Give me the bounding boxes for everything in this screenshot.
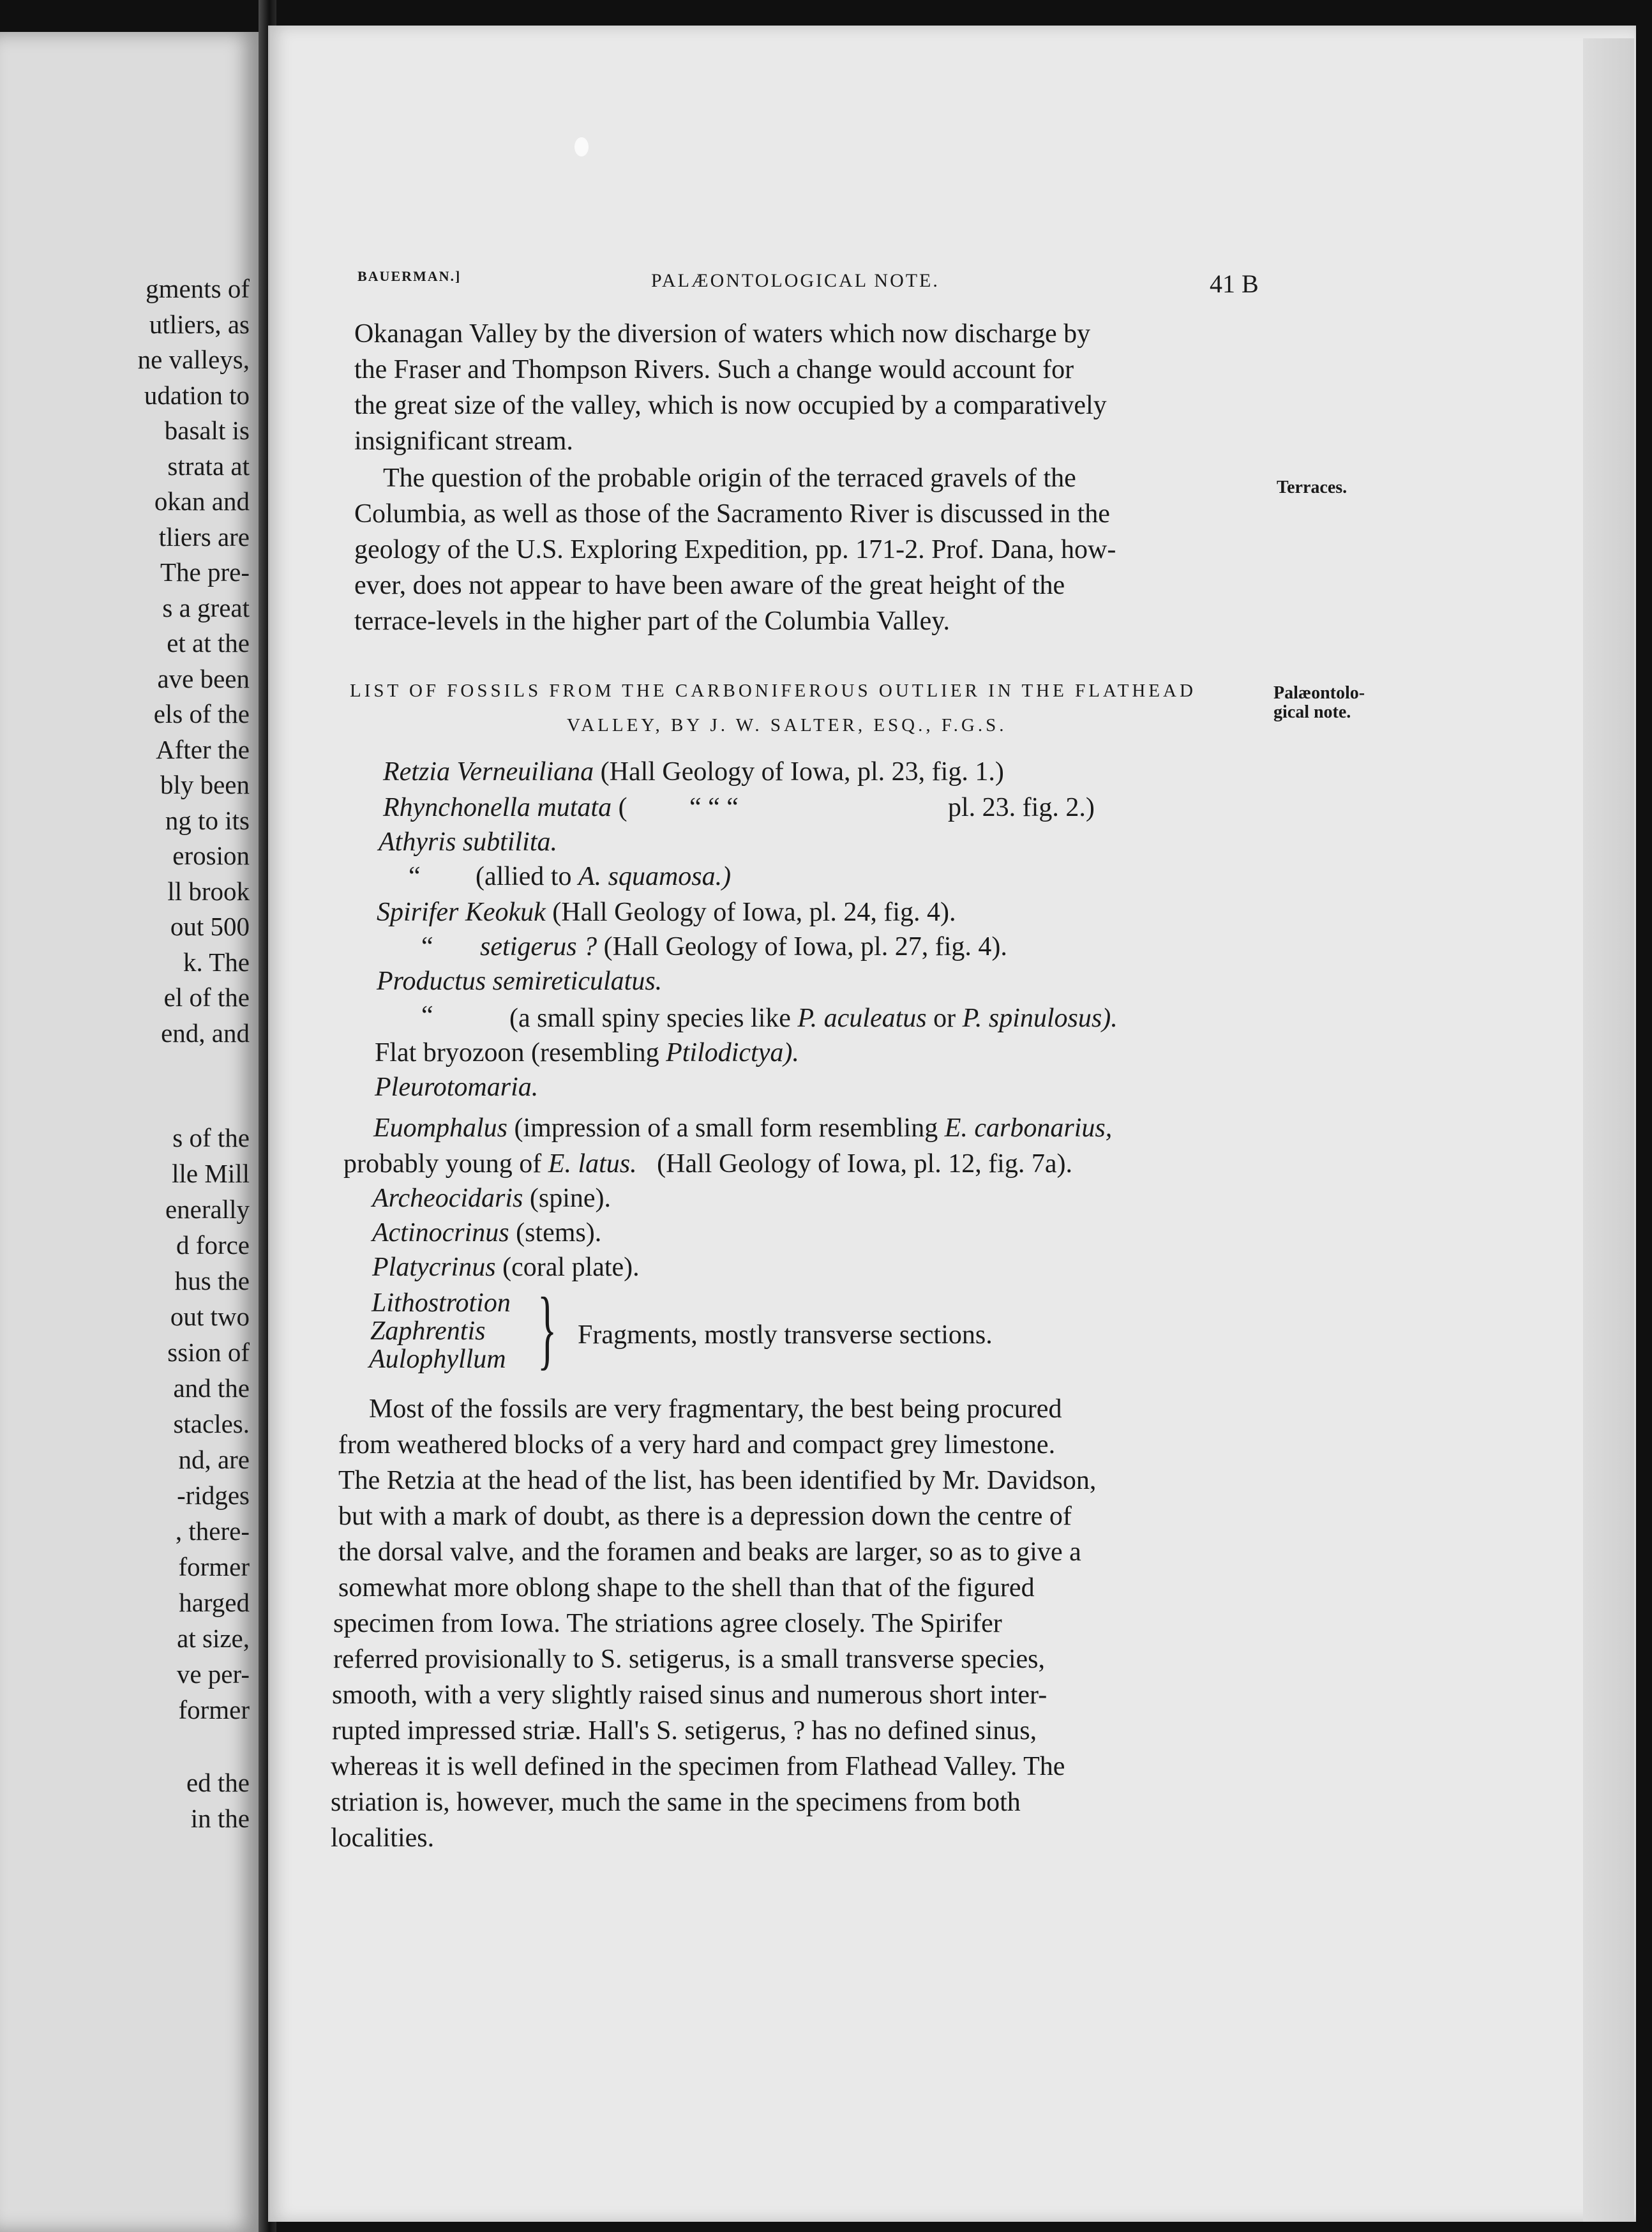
list-item: Platycrinus (coral plate). [372, 1253, 640, 1282]
text-line: The Retzia at the head of the list, has been identified by Mr. Davidson, [338, 1466, 1097, 1495]
left-page-text-line: ve per- [176, 1659, 250, 1689]
left-page-text-line: el of the [163, 983, 250, 1012]
list-item: Euomphalus (impression of a small form resembling E. carbonarius, [373, 1113, 1113, 1143]
left-page-text-line: former [178, 1552, 250, 1581]
left-page-text-line: gments of [146, 274, 250, 303]
left-page-text-line: et at the [167, 628, 250, 658]
left-page-text-line: lle Mill [172, 1159, 250, 1188]
text-line: localities. [331, 1823, 435, 1853]
list-item: (a small spiny species like P. aculeatus or P. spinulosus). [509, 1004, 1118, 1033]
margin-note-palaeontological: gical note. [1273, 702, 1351, 722]
text-line: somewhat more oblong shape to the shell than that of the figured [338, 1573, 1035, 1602]
list-item: Aulophyllum [369, 1345, 506, 1374]
list-heading: LIST OF FOSSILS FROM THE CARBONIFEROUS OUTLIER IN THE FLATHEAD [350, 681, 1196, 701]
text-line: geology of the U.S. Exploring Expedition, pp. 171-2. Prof. Dana, how- [354, 535, 1116, 564]
text-line: whereas it is well defined in the specimen from Flathead Valley. The [331, 1752, 1065, 1781]
text-line: but with a mark of doubt, as there is a depression down the centre of [338, 1502, 1072, 1531]
text-line: referred provisionally to S. setigerus, is a small transverse species, [333, 1645, 1046, 1674]
left-page-text-line: stacles. [173, 1409, 250, 1438]
list-item: Pleurotomaria. [375, 1073, 539, 1102]
list-item: Rhynchonella mutata ( [383, 793, 627, 822]
left-page-text-line: -ridges [177, 1481, 250, 1510]
list-item: Flat bryozoon (resembling Ptilodictya). [375, 1038, 799, 1067]
text-line: insignificant stream. [354, 426, 573, 456]
margin-note-terraces: Terraces. [1277, 478, 1348, 497]
margin-note-palaeontological: Palæontolo- [1273, 683, 1365, 703]
list-item: Productus semireticulatus. [377, 967, 663, 996]
list-item-ref: pl. 23. fig. 2.) [948, 793, 1095, 822]
left-page-text-line: , there- [175, 1516, 250, 1546]
left-page-text-line: enerally [165, 1195, 250, 1224]
left-page-text-line: harged [179, 1588, 250, 1617]
left-page-text-line: ave been [157, 663, 250, 693]
list-item: Athyris subtilita. [379, 827, 558, 857]
list-item: Spirifer Keokuk (Hall Geology of Iowa, pl. 24, fig. 4). [377, 898, 956, 927]
list-item: Archeocidaris (spine). [372, 1184, 612, 1213]
text-line: from weathered blocks of a very hard and compact grey limestone. [338, 1430, 1056, 1459]
page-number: 41 B [1210, 269, 1259, 298]
running-head-author: BAUERMAN.] [357, 268, 462, 284]
text-line: striation is, however, much the same in the specimens from both [331, 1788, 1021, 1817]
left-page-text-line: basalt is [164, 416, 250, 445]
left-page-text-line: end, and [161, 1018, 250, 1048]
left-page-text-line: at size, [177, 1624, 250, 1653]
text-line: Columbia, as well as those of the Sacramento River is discussed in the [354, 499, 1110, 529]
list-item: Actinocrinus (stems). [372, 1218, 602, 1248]
left-page-text-line: former [178, 1695, 250, 1724]
text-line: Okanagan Valley by the diversion of waters which now discharge by [354, 319, 1091, 349]
page-edge [1583, 38, 1634, 2222]
left-page-text-line: hus the [174, 1266, 250, 1295]
left-page-text-line: ng to its [165, 805, 250, 835]
left-page-text-line: After the [156, 734, 250, 764]
left-page-text-line: erosion [172, 841, 250, 870]
text-line: The question of the probable origin of the terraced gravels of the [383, 464, 1076, 493]
left-page-text-line: els of the [153, 699, 250, 728]
list-item: Lithostrotion [372, 1288, 511, 1318]
left-page-text-line: and the [173, 1373, 250, 1403]
ditto-mark: “ [421, 1001, 433, 1030]
left-page-text-line: ne valleys, [137, 345, 250, 374]
left-page-text-line: tliers are [158, 522, 250, 552]
left-page-text-line: ssion of [167, 1338, 250, 1367]
left-page-text-line: s of the [172, 1123, 250, 1152]
left-page-text-line: out two [170, 1302, 250, 1331]
list-item: setigerus ? (Hall Geology of Iowa, pl. 27, fig. 4). [480, 932, 1007, 961]
left-page-text-line: strata at [167, 451, 250, 481]
left-page-text-line: k. The [183, 947, 250, 977]
brace-symbol: } [537, 1279, 557, 1378]
text-line: rupted impressed striæ. Hall's S. setigerus, ? has no defined sinus, [332, 1716, 1037, 1746]
running-head-title: PALÆONTOLOGICAL NOTE. [651, 270, 940, 291]
left-page-text-line: out 500 [170, 912, 250, 941]
left-page-text-line: okan and [154, 486, 250, 516]
text-line: terrace-levels in the higher part of the Columbia Valley. [354, 607, 950, 636]
list-item: Retzia Verneuiliana (Hall Geology of Iowa, pl. 23, fig. 1.) [383, 757, 1004, 787]
paper-speck [574, 137, 589, 156]
text-line: ever, does not appear to have been aware of the great height of the [354, 571, 1065, 600]
list-item: probably young of E. latus. (Hall Geology of Iowa, pl. 12, fig. 7a). [343, 1149, 1072, 1179]
left-page-text-line: utliers, as [149, 309, 250, 339]
text-line: smooth, with a very slightly raised sinus and numerous short inter- [332, 1680, 1048, 1710]
ditto-mark: “ [409, 862, 421, 891]
left-page-text-line: bly been [160, 770, 250, 799]
text-line: specimen from Iowa. The striations agree closely. The Spirifer [333, 1609, 1002, 1638]
text-line: the great size of the valley, which is now occupied by a comparatively [354, 391, 1107, 420]
list-item: Zaphrentis [370, 1316, 486, 1346]
group-note: Fragments, mostly transverse sections. [578, 1320, 993, 1350]
ditto-marks: “ “ “ [689, 793, 739, 822]
left-page-text-line: d force [176, 1230, 250, 1260]
list-heading: VALLEY, BY J. W. SALTER, ESQ., F.G.S. [567, 715, 1007, 735]
ditto-mark: “ [421, 932, 433, 961]
list-item: (allied to A. squamosa.) [476, 862, 732, 891]
left-page-text-line: ed the [186, 1768, 250, 1797]
left-page-text-line: in the [190, 1804, 250, 1833]
text-line: the Fraser and Thompson Rivers. Such a change would account for [354, 355, 1074, 384]
left-page-text-line: nd, are [178, 1445, 250, 1474]
left-facing-page [0, 32, 259, 2232]
text-line: the dorsal valve, and the foramen and beaks are larger, so as to give a [338, 1537, 1081, 1567]
left-page-text-line: s a great [162, 592, 250, 622]
left-page-text-line: ll brook [167, 876, 250, 906]
left-page-text-line: The pre- [160, 557, 250, 587]
left-page-text-line: udation to [144, 380, 250, 410]
text-line: Most of the fossils are very fragmentary, the best being procured [369, 1394, 1062, 1424]
